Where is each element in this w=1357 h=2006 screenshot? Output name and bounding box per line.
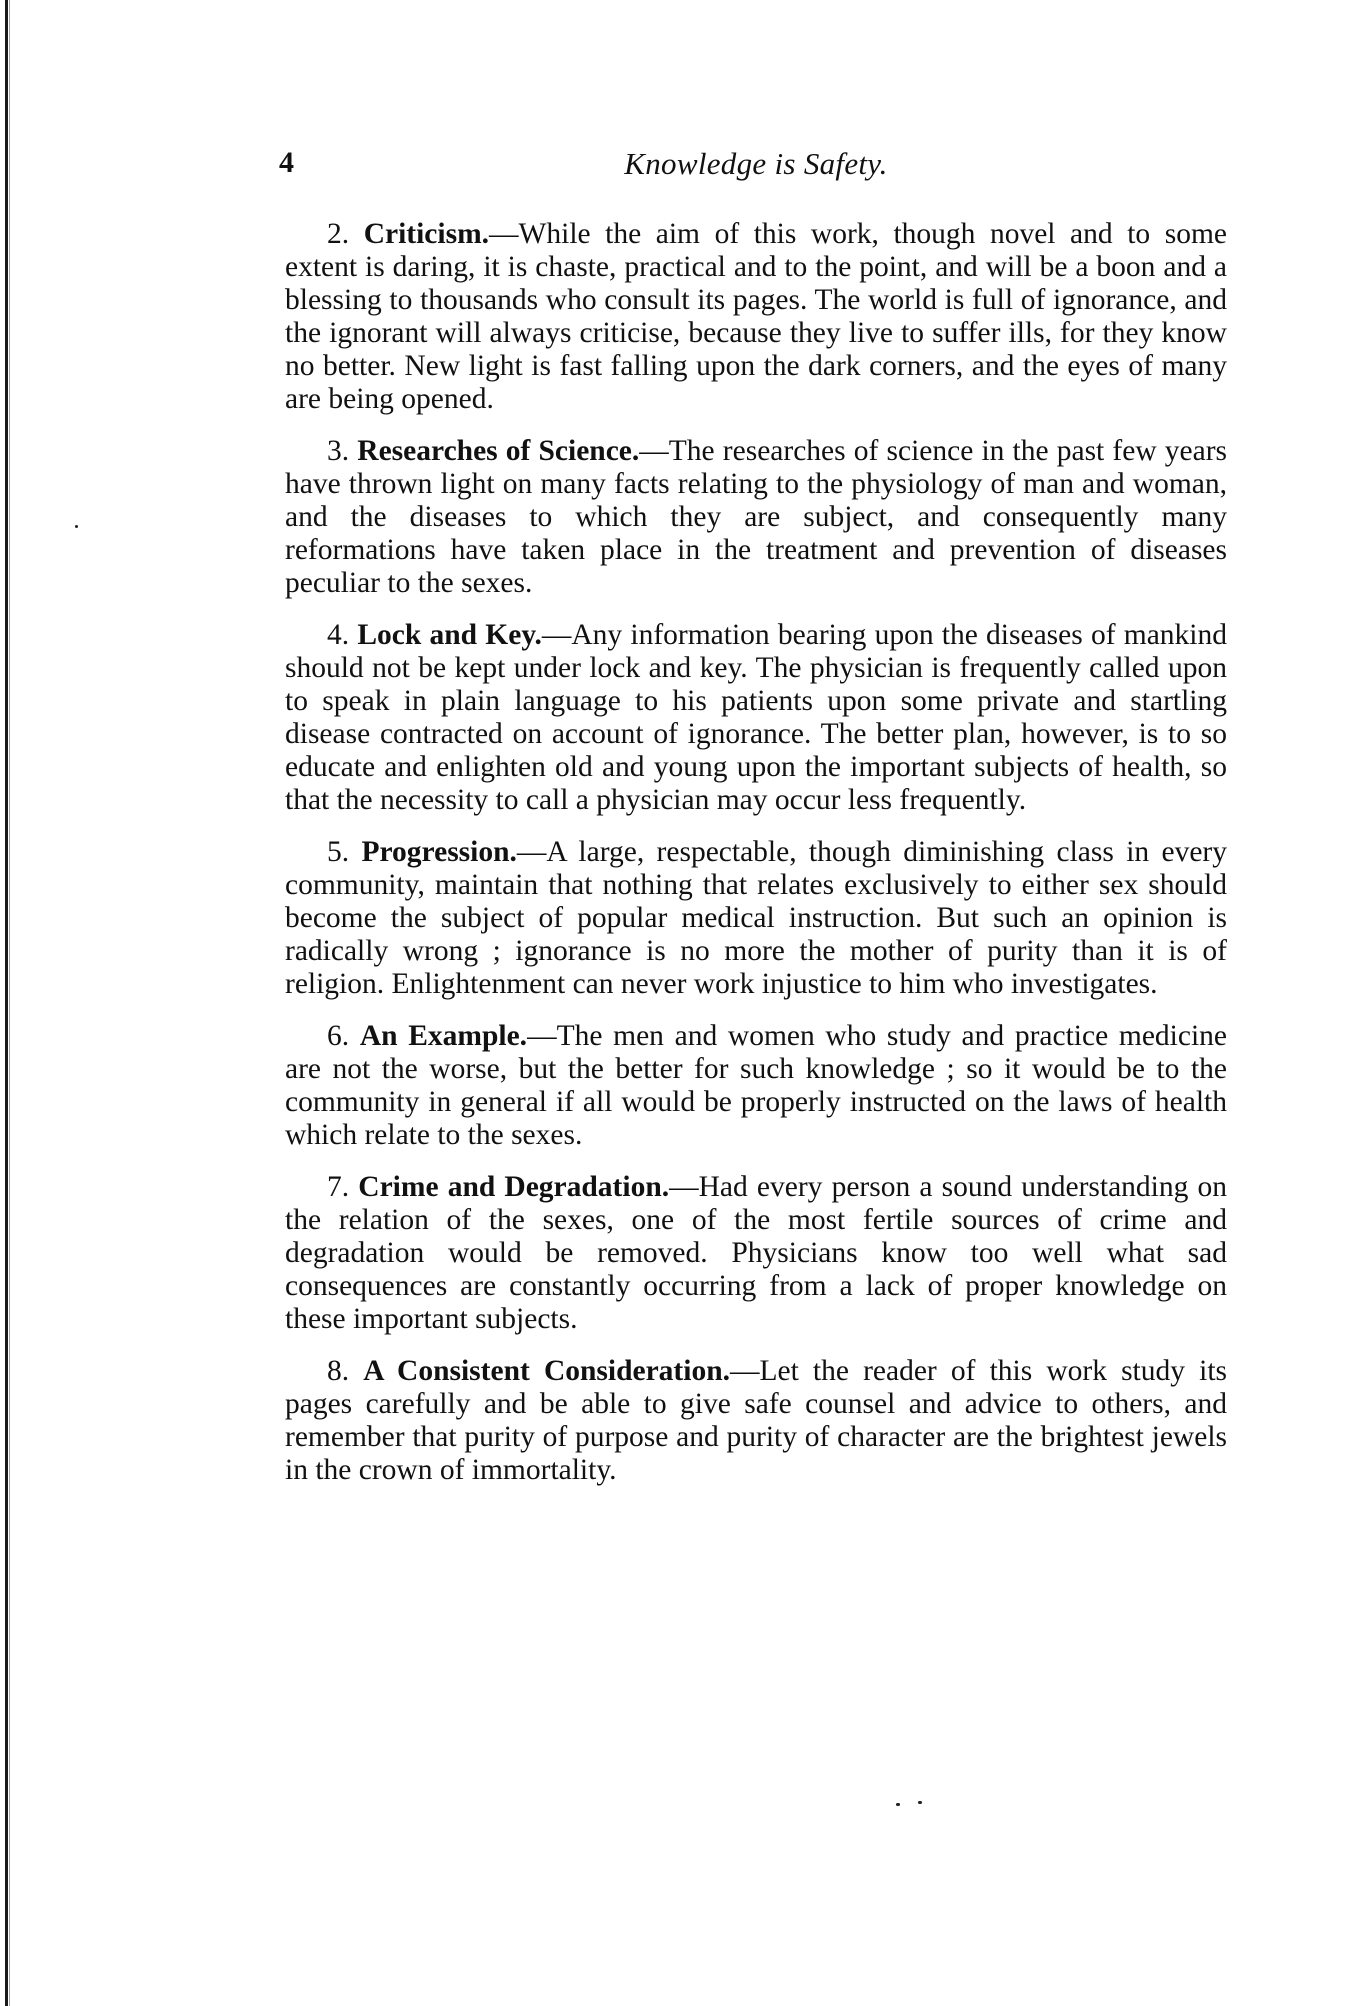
paragraph-heading: A Consistent Consideration. [363,1355,730,1387]
paragraph-number: 3. [327,435,350,467]
running-title: Knowledge is Safety. [624,146,888,181]
paragraph-heading: Researches of Science. [357,435,640,467]
page-binding-shadow [9,0,10,2006]
paragraph-lock-and-key [285,619,1227,817]
print-speck [918,1801,922,1804]
paragraph-an-example [285,1020,1227,1152]
paragraph-number: 2. [327,218,350,250]
paragraph-text: —The researches of science in the past few years have thrown light on many facts relating to the physiology of man and woman, and the diseases to which they are subject, and consequently many reformations have taken place in the treatment and prevention of diseases peculiar to the sexes. [285,435,1228,599]
paragraph-heading: Lock and Key. [357,619,542,651]
paragraph-text: —The men and women who study and practice medicine are not the worse, but the better for such knowledge ; so it would be to the community in general if all would be properly instructed on the laws of health which relate to the sexes. [285,1020,1227,1151]
page-body [285,218,1227,1506]
page-number: 4 [279,146,294,179]
paragraph-text: —Let the reader of this work study its pages carefully and be able to give safe counsel and advice to others, and remember that purity of purpose and purity of character are the brightest jewels in the crown of immortality. [285,1355,1227,1486]
paragraph-criticism [285,218,1227,416]
print-speck [896,1803,900,1806]
paragraph-researches-of-science [285,435,1227,600]
paragraph-number: 8. [327,1355,350,1387]
paragraph-text: —Any information bearing upon the diseases of mankind should not be kept under lock and key. The physician is frequently called upon to speak in plain language to his patients upon some private and startling disease contracted on account of ignorance. The better plan, however, is to so educate and enlighten old and young upon the important subjects of health, so that the necessity to call a physician may occur less frequently. [285,619,1227,816]
paragraph-text: —A large, respectable, though diminishing class in every community, maintain that nothing that relates exclusively to either sex should become the subject of popular medical instruction. But such an opinion is radically wrong ; ignorance is no more the mother of purity than it is of religion. Enlightenment can never work injustice to him who investigates. [285,836,1227,1000]
paragraph-a-consistent-consideration [285,1355,1227,1487]
paragraph-text: —While the aim of this work, though novel and to some extent is daring, it is chaste, practical and to the point, and will be a boon and a blessing to thousands who consult its pages. The world is full of ignorance, and the ignorant will always criticise, because they live to suffer ills, for they know no better. New light is fast falling upon the dark corners, and the eyes of many are being opened. [285,218,1227,415]
running-head [279,146,1227,186]
paragraph-number: 5. [327,836,350,868]
paragraph-heading: An Example. [359,1020,528,1052]
print-speck [75,525,78,528]
page-binding-edge [5,0,8,2006]
paragraph-heading: Criticism. [363,218,490,250]
paragraph-crime-and-degradation [285,1171,1227,1336]
paragraph-number: 6. [327,1020,350,1052]
paragraph-heading: Progression. [361,836,517,868]
paragraph-number: 4. [327,619,350,651]
paragraph-number: 7. [327,1171,350,1203]
paragraph-text: —Had every person a sound understanding on the relation of the sexes, one of the most fertile sources of crime and degradation would be removed. Physicians know too well what sad consequences are constantly occurring from a lack of proper knowledge on these important subjects. [285,1171,1228,1335]
paragraph-progression [285,836,1227,1001]
paragraph-heading: Crime and Degradation. [358,1171,670,1203]
